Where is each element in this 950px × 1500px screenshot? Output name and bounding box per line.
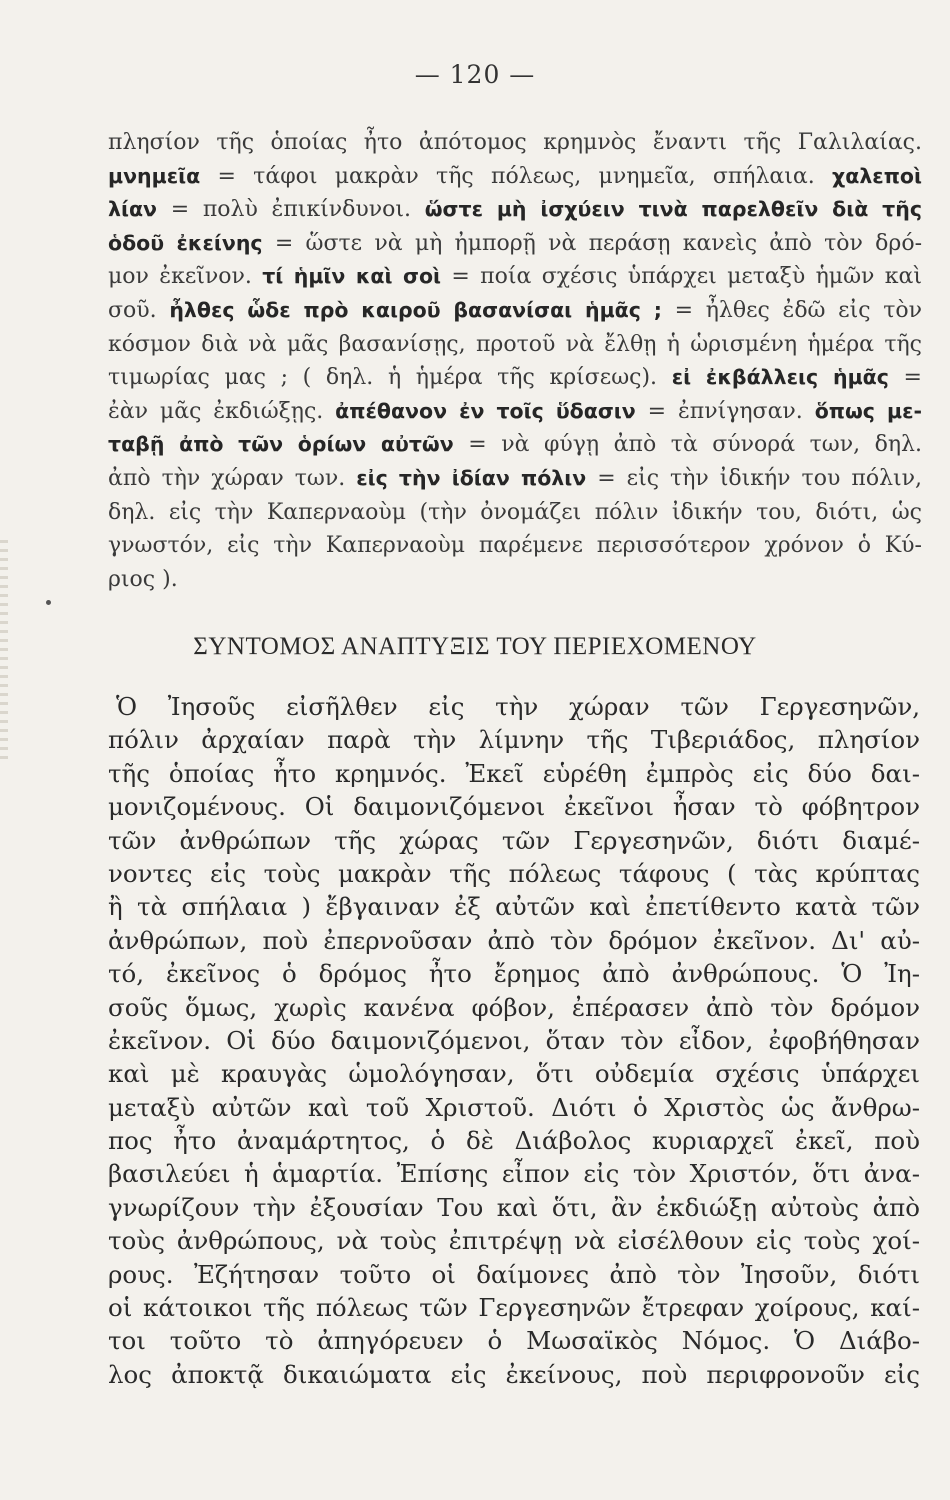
gloss-text: ἐὰν μᾶς ἐκδιώξῃς.	[108, 398, 336, 424]
summary-line: τοι τοῦτο τὸ ἀπηγόρευεν ὁ Μωσαϊκὸς Νόμος. Ὁ Διάβο-	[108, 1326, 920, 1356]
term: ἀπέθανον ἐν τοῖς ὕδασιν	[335, 398, 636, 423]
term: χαλεποὶ	[832, 163, 922, 188]
summary-line: βασιλεύει ἡ ἁμαρτία. Ἐπίσης εἶπον εἰς τὸν Χριστόν, ὅτι ἀνα-	[108, 1159, 920, 1189]
term: ὅπως με-	[814, 398, 922, 423]
glossary-notes	[108, 126, 922, 596]
summary-line: τό, ἐκεῖνος ὁ δρόμος ἦτο ἔρημος ἀπὸ ἀνθρώπους. Ὁ Ἰη-	[108, 959, 920, 989]
term: λίαν	[108, 197, 158, 222]
notes-line	[108, 563, 922, 597]
gloss-text: = ἦλθες ἐδῶ εἰς τὸν	[661, 297, 923, 323]
summary-line: Ὁ Ἰησοῦς εἰσῆλθεν εἰς τὴν χώραν τῶν Γεργεσηνῶν,	[116, 692, 920, 721]
term: τί ἡμῖν καὶ σοὶ	[262, 264, 442, 289]
summary-line: μεταξὺ αὐτῶν καὶ τοῦ Χριστοῦ. Διότι ὁ Χριστὸς ὡς ἄνθρω-	[108, 1092, 920, 1122]
summary-line: καὶ μὲ κραυγὰς ὡμολόγησαν, ὅτι οὐδεμία σχέσις ὑπάρχει	[108, 1059, 920, 1089]
summary-line: οἱ κάτοικοι τῆς πόλεως τῶν Γεργεσηνῶν ἔτρεφαν χοίρους, καί-	[108, 1293, 920, 1323]
section-heading: ΣΥΝΤΟΜΟΣ ΑΝΑΠΤΥΞΙΣ ΤΟΥ ΠΕΡΙΕΧΟΜΕΝΟΥ	[193, 633, 757, 660]
notes-line	[108, 462, 922, 496]
summary-line: ἢ τὰ σπήλαια ) ἔβγαιναν ἐξ αὐτῶν καὶ ἐπετίθεντο κατὰ τῶν	[108, 892, 920, 922]
notes-line	[108, 395, 922, 429]
term: εἰ ἐκβάλλεις ἡμᾶς	[671, 365, 889, 390]
gloss-text: = ὥστε νὰ μὴ ἠμπορῇ νὰ περάσῃ κανεὶς ἀπὸ τὸν δρό-	[262, 230, 922, 256]
gloss-text: = ἐπνίγησαν.	[635, 398, 815, 424]
gloss-text: δηλ. εἰς τὴν Καπερναοὺμ (τὴν ὀνομάζει πόλιν ἰδικήν του, διότι, ὡς	[108, 499, 922, 525]
term: ταβῇ ἀπὸ τῶν ὁρίων αὐτῶν	[108, 432, 454, 457]
gloss-text: πλησίον τῆς ὁποίας ἦτο ἀπότομος κρημνὸς ἔναντι τῆς Γαλιλαίας.	[108, 130, 922, 155]
summary-line: σοῦς ὅμως, χωρὶς κανένα φόβον, ἐπέρασεν ἀπὸ τὸν δρόμον	[108, 992, 920, 1022]
term: εἰς τὴν ἰδίαν πόλιν	[356, 465, 587, 490]
gloss-text: = ποία σχέσις ὑπάρχει μεταξὺ ἡμῶν καὶ	[441, 264, 923, 290]
gloss-text: = νὰ φύγῃ ἀπὸ τὰ σύνορά των, δηλ.	[453, 432, 922, 458]
notes-line	[108, 227, 922, 261]
notes-line	[108, 328, 922, 362]
summary-paragraph	[108, 690, 920, 1391]
gloss-text: = εἰς τὴν ἰδικήν του πόλιν,	[586, 465, 923, 491]
gloss-text: = πολὺ ἐπικίνδυνοι.	[157, 197, 425, 223]
term: ὁδοῦ ἐκείνης	[108, 230, 263, 255]
gloss-text: ἀπὸ τὴν χώραν των.	[108, 465, 357, 491]
summary-line: πος ἦτο ἀναμάρτητος, ὁ δὲ Διάβολος κυριαρχεῖ ἐκεῖ, ποὺ	[108, 1126, 920, 1156]
notes-line	[108, 160, 922, 194]
summary-line: τῆς ὁποίας ἦτο κρημνός. Ἐκεῖ εὑρέθη ἐμπρὸς εἰς δύο δαι-	[108, 758, 920, 788]
summary-line: ἐκεῖνον. Οἱ δύο δαιμονιζόμενοι, ὅταν τὸν εἶδον, ἐφοβήθησαν	[108, 1025, 920, 1055]
notes-line	[108, 361, 922, 395]
gloss-text: γνωστόν, εἰς τὴν Καπερναοὺμ παρέμενε περισσότερον χρόνον ὁ Κύ-	[108, 533, 922, 559]
summary-line: λος ἀποκτᾷ δικαιώματα εἰς ἐκείνους, ποὺ περιφρονοῦν εἰς	[108, 1359, 920, 1389]
gloss-text: ριος ).	[108, 566, 178, 592]
summary-line: ρους. Ἐζήτησαν τοῦτο οἱ δαίμονες ἀπὸ τὸν Ἰησοῦν, διότι	[108, 1259, 920, 1289]
notes-line	[108, 294, 922, 328]
summary-line: γνωρίζουν τὴν ἐξουσίαν Του καὶ ὅτι, ἂν ἐκδιώξῃ αὐτοὺς ἀπὸ	[108, 1192, 920, 1222]
gloss-text: μον ἐκεῖνον.	[108, 264, 263, 290]
notes-line	[108, 260, 922, 294]
gloss-text: = τάφοι μακρὰν τῆς πόλεως, μνημεῖα, σπήλαια.	[200, 163, 833, 189]
gloss-text: τιμωρίας μας ; ( δηλ. ἡ ἡμέρα τῆς κρίσεως).	[108, 365, 672, 391]
term: ἦλθες ὧδε πρὸ καιροῦ βασανίσαι ἡμᾶς ;	[169, 297, 662, 322]
notes-line	[108, 529, 922, 563]
notes-line	[108, 496, 922, 530]
notes-line	[108, 193, 922, 227]
notes-line	[108, 428, 922, 462]
gloss-text: σοῦ.	[108, 297, 170, 323]
term: ὥστε μὴ ἰσχύειν τινὰ παρελθεῖν διὰ τῆς	[424, 197, 922, 222]
summary-line: τοὺς ἀνθρώπους, νὰ τοὺς ἐπιτρέψῃ νὰ εἰσέλθουν εἰς τοὺς χοί-	[108, 1226, 920, 1256]
summary-line: μονιζομένους. Οἱ δαιμονιζόμενοι ἐκεῖνοι ἦσαν τὸ φόβητρον	[108, 792, 920, 822]
term: μνημεῖα	[108, 163, 201, 188]
summary-line: πόλιν ἀρχαίαν παρὰ τὴν λίμνην τῆς Τιβεριάδος, πλησίον	[108, 725, 920, 755]
summary-line: τῶν ἀνθρώπων τῆς χώρας τῶν Γεργεσηνῶν, διότι διαμέ-	[108, 825, 920, 855]
summary-line: ἀνθρώπων, ποὺ ἐπερνοῦσαν ἀπὸ τὸν δρόμον ἐκεῖνον. Δι' αὐ-	[108, 925, 920, 955]
gloss-text: κόσμον διὰ νὰ μᾶς βασανίσῃς, προτοῦ νὰ ἔλθῃ ἡ ὡρισμένη ἡμέρα τῆς	[108, 331, 922, 357]
ink-speck	[46, 600, 51, 605]
notes-line	[108, 126, 922, 160]
gloss-text: =	[888, 365, 922, 391]
summary-line: νοντες εἰς τοὺς μακρὰν τῆς πόλεως τάφους ( τὰς κρύπτας	[108, 858, 920, 888]
page-number: — 120 —	[414, 60, 536, 89]
